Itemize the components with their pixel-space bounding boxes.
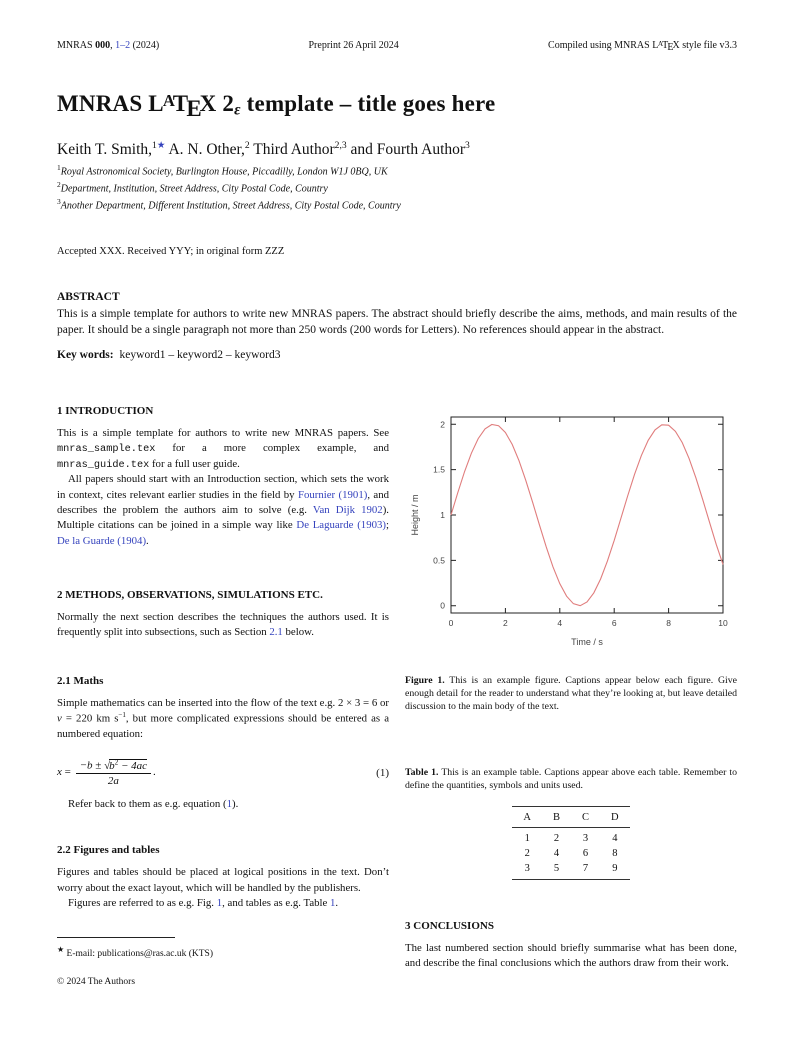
column-header: B: [552, 812, 560, 824]
header-left: MNRAS 000, 1–2 (2024): [57, 40, 160, 51]
figure-1-plot: [405, 407, 735, 657]
svg-text:0: 0: [448, 617, 454, 628]
sine-curve: [451, 424, 723, 605]
column-header: C: [582, 812, 590, 824]
table-row: 2 4 6 8: [524, 848, 618, 860]
column-header: D: [611, 812, 619, 824]
left-column: [57, 405, 389, 1001]
svg-text:0: 0: [440, 600, 445, 611]
equation-refer-paragraph: Refer back to them as e.g. equation (1).: [68, 797, 239, 810]
affiliation: $^2$Department, Institution, Street Address, City Postal Code, Country: [57, 179, 328, 195]
citation-link[interactable]: De Laguarde (1903): [296, 519, 386, 532]
intro-paragraph-2: All papers should start with an Introduction section, which sets the work in context, cites relevant earlier studies in the field by Fournier (1901), and describes the problem the authors aim to solve (e.g. Van Dijk 1902). Multiple citations can be joined in a simple way like De Laguarde (1903); De la Guarde (1904).: [57, 473, 389, 547]
affiliation: $^3$Another Department, Different Institution, Street Address, City Postal Code, Country: [57, 196, 401, 212]
code-filename: mnras_sample.tex: [57, 443, 156, 456]
code-filename: mnras_guide.tex: [57, 458, 150, 471]
author: Keith T. Smith,$^{1★}$: [57, 139, 166, 159]
fraction: $\frac{-b \pm √b^2 - 4ac}{2a}$: [76, 758, 151, 787]
citation-link[interactable]: Van Dijk 1902: [312, 504, 383, 517]
corresponding-author-star[interactable]: ★: [156, 139, 166, 151]
svg-text:1: 1: [440, 509, 445, 520]
page-range-link[interactable]: 1–2: [115, 40, 131, 51]
table-row: 1 2 3 4: [524, 833, 618, 845]
intro-paragraph-1: This is a simple template for authors to write new MNRAS papers. See mnras_sample.tex for a more complex example, and mnras_guide.tex for a full user guide.: [57, 426, 389, 471]
plot-border: [451, 417, 723, 613]
svg-text:2: 2: [503, 617, 508, 628]
methods-paragraph: Normally the next section describes the techniques the authors used. It is frequently split into subsections, such as Section 2.1 below.: [57, 611, 389, 639]
section-heading-conclusions: 3 CONCLUSIONS: [405, 920, 494, 933]
maths-paragraph: Simple mathematics can be inserted into the flow of the text e.g. 2 × 3 = 6 or v = 220 km $s^{-1}$, but more complicated expressions should be entered as a numbered equation:: [57, 696, 389, 740]
footnote-rule: [57, 937, 175, 938]
figures-paragraph-1: Figures and tables should be placed at logical positions in the text. Don’t worry about the exact layout, which will be handled by the publishers.: [57, 866, 389, 894]
svg-text:8: 8: [666, 617, 671, 628]
figure-1-caption: Figure 1. This is an example figure. Captions appear below each figure. Give enough detail for the reader to understand what they’re looking at, but leave detailed discussion to the main body of the text.: [405, 674, 737, 713]
example-table: [512, 806, 629, 880]
email-footnote: [57, 945, 389, 959]
x-axis-label: Time / s: [571, 636, 603, 647]
author: and Fourth Author$^3$: [346, 139, 470, 159]
author: A. N. Other,$^2$: [165, 139, 250, 159]
right-column: [405, 405, 737, 1001]
header-right: Compiled using MNRAS LATEX style file v3.3: [548, 40, 737, 54]
equation-1: x = $\frac{-b \pm √b^2 - 4ac}{2a}$ . (1): [57, 758, 389, 787]
running-header: [57, 40, 737, 53]
svg-text:2: 2: [440, 419, 445, 430]
figure-1: [405, 407, 737, 662]
section-heading-introduction: 1 INTRODUCTION: [57, 404, 154, 417]
equation-number: (1): [376, 766, 389, 779]
affiliation: $^1$Royal Astronomical Society, Burlington House, Piccadilly, London W1J 0BQ, UK: [57, 163, 388, 178]
affiliation-list: [57, 163, 737, 213]
footnote-email-text[interactable]: E-mail: publications@ras.ac.uk (KTS): [64, 948, 214, 959]
svg-text:10: 10: [718, 617, 728, 628]
table-row: 3 5 7 9: [512, 861, 629, 880]
keywords-line: [57, 349, 737, 361]
section-ref-link[interactable]: 2.1: [269, 626, 283, 639]
two-column-body: [57, 405, 737, 1001]
svg-text:1.5: 1.5: [433, 464, 445, 475]
dates-line: Accepted XXX. Received YYY; in original form ZZZ: [57, 245, 285, 257]
keywords: keyword1 – keyword2 – keyword3: [119, 348, 281, 361]
figures-paragraph-2: Figures are referred to as e.g. Fig. 1, and tables as e.g. Table 1.: [68, 896, 339, 909]
latex-logo: A: [162, 91, 175, 111]
journal-name: MNRAS: [57, 40, 96, 51]
keywords-label: Key words:: [57, 348, 114, 361]
footnote-star: ★: [57, 944, 65, 954]
volume-number: 000: [95, 40, 111, 51]
author: Third Author$^{2,3}$: [249, 139, 347, 159]
paper-title: MNRAS LATEX 2ε template – title goes here: [57, 91, 496, 121]
sqrt-symbol: √: [104, 759, 111, 772]
svg-text:6: 6: [611, 617, 617, 628]
footnote-area: [57, 937, 389, 1001]
figure-ref-link[interactable]: 1: [216, 896, 223, 909]
svg-text:4: 4: [557, 617, 563, 628]
conclusions-paragraph: The last numbered section should briefly summarise what has been done, and describe the final conclusions which the authors draw from their work.: [405, 942, 737, 970]
abstract-text: This is a simple template for authors to write new MNRAS papers. The abstract should briefly describe the aims, methods, and main results of the paper. It should be a single paragraph not more than 250 words (200 words for Letters). No references should appear in the abstract.: [57, 307, 737, 337]
abstract-heading: ABSTRACT: [57, 290, 120, 303]
author-list: [57, 140, 737, 159]
svg-text:0.5: 0.5: [433, 555, 445, 566]
column-header: A: [523, 812, 531, 824]
subsection-heading-maths: 2.1 Maths: [57, 674, 104, 687]
year: (2024): [130, 40, 160, 51]
citation-link[interactable]: Fournier (1901): [297, 488, 368, 501]
table-header-row: [512, 807, 629, 828]
subsection-heading-figures-tables: 2.2 Figures and tables: [57, 844, 160, 857]
y-axis-label: Height / m: [410, 494, 420, 536]
latex-logo: A: [657, 40, 664, 48]
citation-link[interactable]: De la Guarde (1904): [57, 534, 147, 547]
copyright-line: © 2024 The Authors: [57, 976, 136, 987]
section-heading-methods: 2 METHODS, OBSERVATIONS, SIMULATIONS ETC.: [57, 589, 323, 602]
table-ref-link[interactable]: 1: [330, 896, 336, 909]
table-1-caption: Table 1. This is an example table. Captions appear above each table. Remember to define the quantities, symbols and units used.: [405, 766, 737, 791]
header-center: Preprint 26 April 2024: [308, 40, 399, 51]
equation-ref-link[interactable]: 1: [226, 797, 233, 810]
